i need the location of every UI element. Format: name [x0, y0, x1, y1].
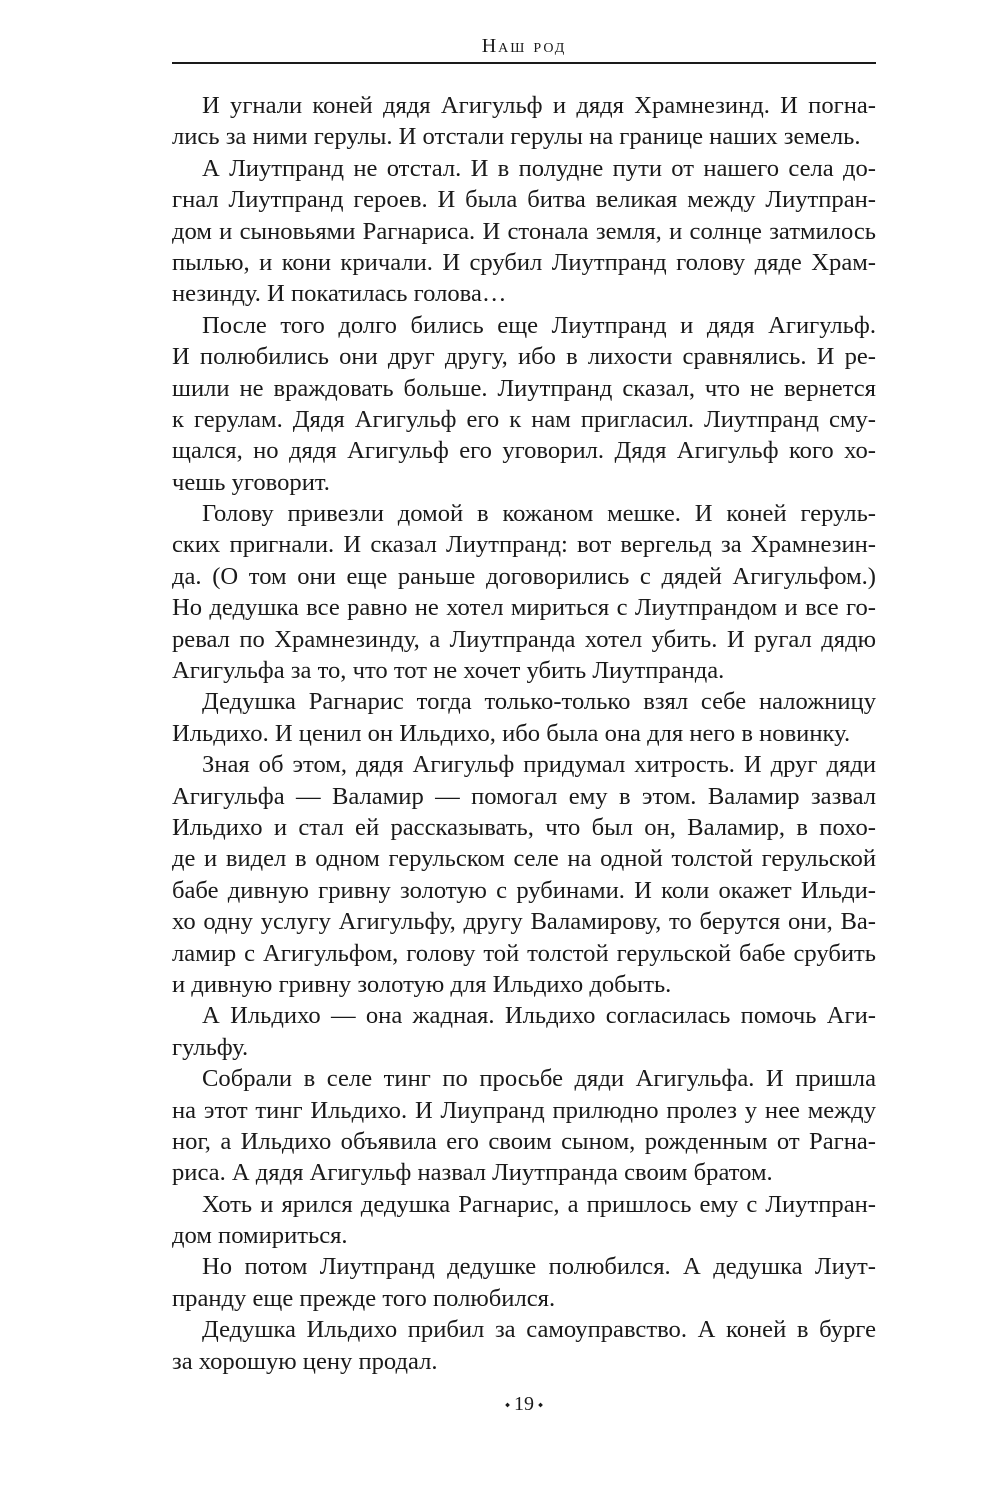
paragraph — [172, 1063, 876, 1189]
text-line: Но потом Лиутпранд дедушке полюбился. А дедушка Лиут- — [202, 1253, 876, 1281]
text-line: Зная об этом, дядя Агигульф придумал хитрость. И друг дяди — [202, 751, 876, 779]
text-line: А Лиутпранд не отстал. И в полудне пути от нашего села до- — [202, 154, 876, 182]
paragraph — [172, 686, 876, 749]
page-folio — [172, 1392, 876, 1418]
text-line: И полюбились они друг другу, ибо в лихости сравнялись. И ре- — [172, 343, 876, 371]
text-line: дом помириться. — [172, 1222, 348, 1250]
paragraph — [172, 310, 876, 498]
paragraph — [172, 1000, 876, 1063]
text-line: да. (О том они еще раньше договорились с дядей Агигульфом.) — [172, 562, 876, 590]
text-line: ног, а Ильдихо объявила его своим сыном, рожденным от Рагна- — [172, 1127, 876, 1155]
text-line: Хоть и ярился дедушка Рагнарис, а пришлось ему с Лиутпран- — [202, 1190, 876, 1218]
text-line: После того долго бились еще Лиутпранд и дядя Агигульф. — [202, 311, 876, 339]
header-rule — [172, 62, 876, 64]
text-line: гульфу. — [172, 1033, 249, 1061]
text-line: дом и сыновьями Рагнариса. И стонала земля, и солнце затмилось — [172, 217, 876, 245]
text-line: Голову привезли домой в кожаном мешке. И коней геруль- — [202, 500, 876, 528]
right-ornament-icon: ⬩ — [538, 1398, 544, 1413]
text-line: ских пригнали. И сказал Лиутпранд: вот вергельд за Храмнезин- — [172, 531, 876, 559]
paragraph — [172, 749, 876, 1000]
running-header — [172, 34, 876, 58]
text-line: к герулам. Дядя Агигульф его к нам пригласил. Лиутпранд сму- — [172, 405, 876, 433]
text-line: И угнали коней дядя Агигульф и дядя Храмнезинд. И погна- — [202, 92, 876, 119]
text-line: ревал по Храмнезинду, а Лиутпранда хотел убить. И ругал дядю — [172, 625, 876, 653]
text-line: незинду. И покатилась голова… — [172, 280, 507, 308]
text-line: за хорошую цену продал. — [172, 1347, 438, 1375]
text-line: шили не враждовать больше. Лиутпранд сказал, что не вернется — [172, 374, 876, 402]
body-text — [172, 90, 876, 1377]
text-line: А Ильдихо — она жадная. Ильдихо согласилась помочь Аги- — [202, 1002, 876, 1030]
text-line: Ильдихо и стал ей рассказывать, что был он, Валамир, в похо- — [172, 813, 876, 841]
text-line: бабе дивную гривну золотую с рубинами. И коли окажет Ильди- — [172, 876, 876, 904]
text-line: Агигульфа за то, что тот не хочет убить Лиутпранда. — [172, 657, 725, 685]
text-line: Собрали в селе тинг по просьбе дяди Агигульфа. И пришла — [202, 1065, 876, 1093]
text-line: пранду еще прежде того полюбился. — [172, 1284, 556, 1312]
paragraph — [172, 1251, 876, 1314]
text-line: гнал Лиутпранд героев. И была битва великая между Лиутпран- — [172, 186, 876, 214]
paragraph — [172, 1189, 876, 1252]
text-line: лись за ними герулы. И отстали герулы на границе наших земель. — [172, 123, 861, 151]
paragraph — [172, 498, 876, 686]
text-line: хо одну услугу Агигульфу, другу Валамирову, то берутся они, Ва- — [172, 908, 876, 936]
text-line: пылью, и кони кричали. И срубил Лиутпранд голову дяде Храм- — [172, 248, 876, 276]
text-line: Дедушка Рагнарис тогда только-только взял себе наложницу — [202, 688, 876, 716]
running-title: Наш род — [481, 35, 567, 57]
text-line: ламир с Агигульфом, голову той толстой герульской бабе срубить — [172, 939, 876, 967]
text-line: Но дедушка все равно не хотел мириться с Лиутпрандом и все го- — [172, 594, 876, 622]
text-line: Ильдихо. И ценил он Ильдихо, ибо была она для него в новинку. — [172, 719, 851, 747]
text-line: Агигульфа — Валамир — помогал ему в этом. Валамир зазвал — [172, 782, 876, 810]
text-line: Дедушка Ильдихо прибил за самоуправство. А коней в бурге — [202, 1316, 876, 1344]
text-line: де и видел в одном герульском селе на одной толстой герульской — [172, 845, 876, 873]
text-line: риса. А дядя Агигульф назвал Лиутпранда своим братом. — [172, 1159, 773, 1187]
paragraph — [172, 90, 876, 153]
left-ornament-icon: ⬩ — [504, 1398, 510, 1413]
text-line: на этот тинг Ильдихо. И Лиупранд прилюдно пролез у нее между — [172, 1096, 876, 1124]
text-line: щался, но дядя Агигульф его уговорил. Дядя Агигульф кого хо- — [172, 437, 876, 465]
page-number: 19 — [514, 1393, 534, 1415]
text-line: и дивную гривну золотую для Ильдихо добыть. — [172, 970, 672, 998]
paragraph — [172, 1314, 876, 1377]
paragraph — [172, 153, 876, 310]
text-line: чешь уговорит. — [172, 468, 330, 496]
